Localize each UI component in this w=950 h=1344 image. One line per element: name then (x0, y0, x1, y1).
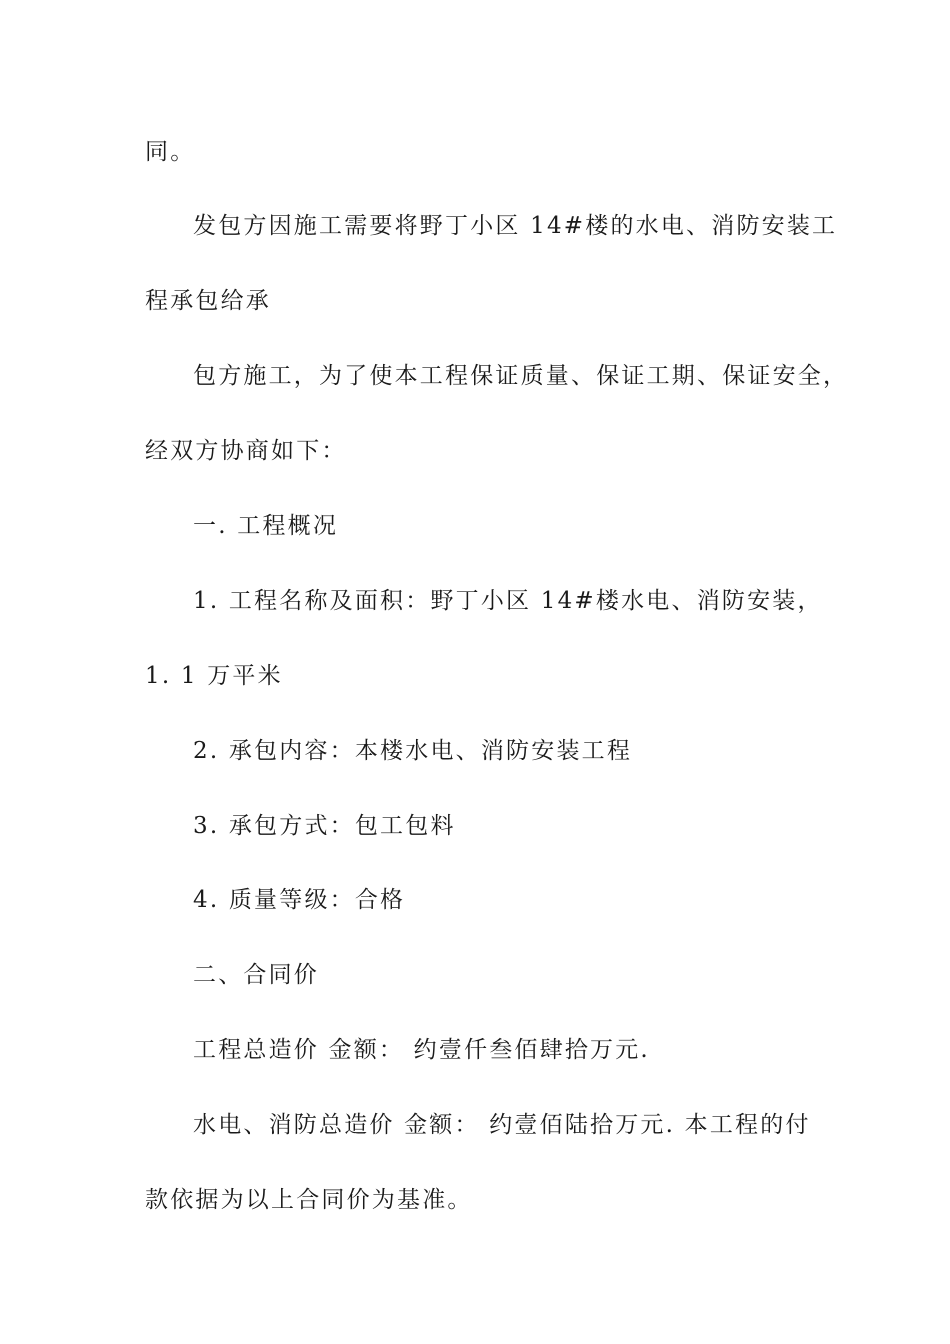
list-item: 2. 承包内容：本楼水电、消防安装工程 (193, 738, 633, 764)
paragraph-line: 同。 (145, 139, 196, 165)
paragraph-line: 款依据为以上合同价为基准。 (145, 1187, 473, 1213)
list-item: 4. 质量等级：合格 (193, 887, 406, 913)
paragraph-line: 水电、消防总造价 金额： 约壹佰陆拾万元. 本工程的付 (193, 1112, 811, 1138)
section-heading: 二、合同价 (193, 962, 319, 988)
paragraph-line: 1. 1 万平米 (145, 663, 283, 689)
paragraph-line: 经双方协商如下： (145, 438, 347, 464)
paragraph-line: 包方施工，为了使本工程保证质量、保证工期、保证安全， (193, 363, 849, 389)
paragraph-line: 工程总造价 金额： 约壹仟叁佰肆拾万元. (193, 1037, 650, 1063)
paragraph-line: 发包方因施工需要将野丁小区 14#楼的水电、消防安装工 (193, 213, 838, 239)
section-heading: 一. 工程概况 (193, 513, 339, 539)
list-item: 1. 工程名称及面积：野丁小区 14#楼水电、消防安装， (193, 588, 823, 614)
paragraph-line: 程承包给承 (145, 288, 271, 314)
list-item: 3. 承包方式：包工包料 (193, 813, 456, 839)
